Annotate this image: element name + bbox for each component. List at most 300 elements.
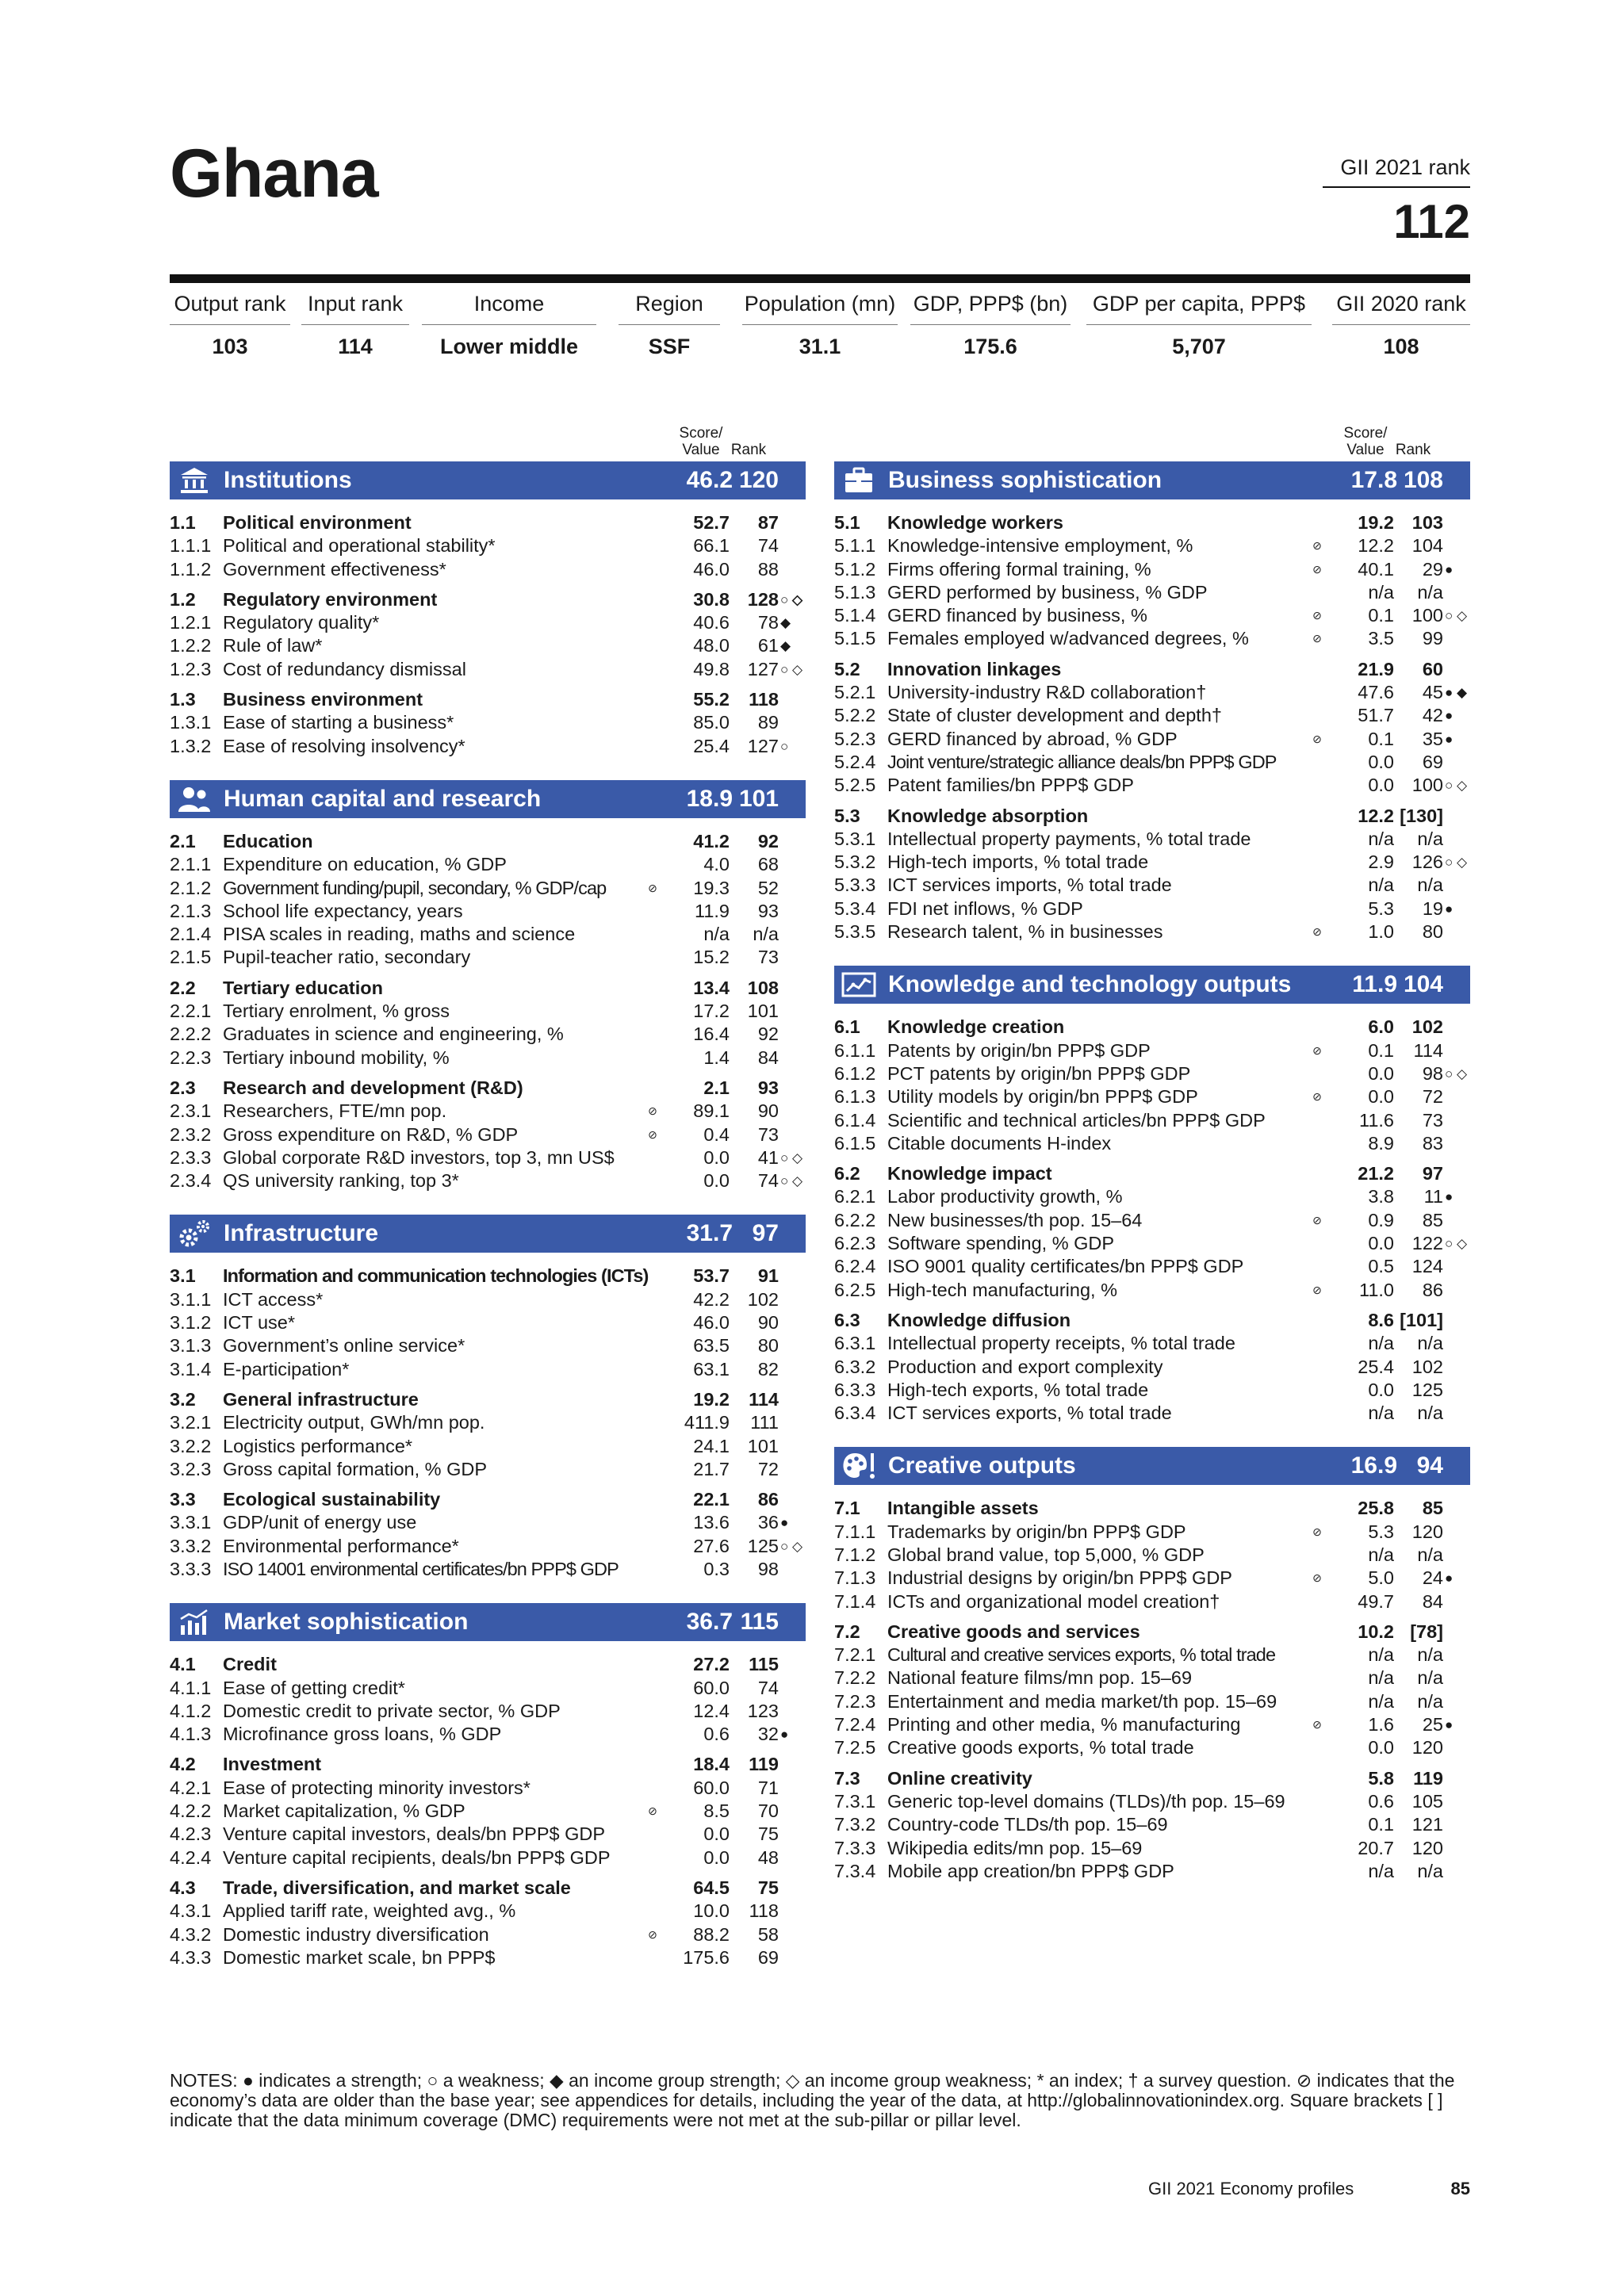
indicator-name: Production and export complexity bbox=[887, 1356, 1163, 1377]
sub-pillar-row bbox=[834, 1309, 1470, 1332]
indicator-rank: 127 bbox=[747, 658, 779, 679]
indicator-name: Industrial designs by origin/bn PPP$ GDP bbox=[887, 1567, 1232, 1589]
indicator-score: 13.4 bbox=[693, 977, 730, 998]
kpi-value: SSF bbox=[648, 335, 691, 358]
indicator-code: 2.1.5 bbox=[170, 947, 212, 968]
indicator-code: 7.2.5 bbox=[834, 1737, 876, 1758]
sub-pillar-row bbox=[170, 1753, 806, 1776]
indicator-score: 15.2 bbox=[693, 947, 730, 968]
strength-weakness-icon: ○ ◇ bbox=[1445, 778, 1468, 794]
indicator-code: 6.1.1 bbox=[834, 1039, 876, 1061]
indicator-score: 0.1 bbox=[1368, 1814, 1394, 1835]
indicator-rank: n/a bbox=[1417, 874, 1443, 896]
header-rule bbox=[170, 274, 1470, 283]
indicator-score: 0.0 bbox=[1368, 1233, 1394, 1254]
indicator-score: 63.5 bbox=[693, 1335, 730, 1357]
indicator-row bbox=[170, 1700, 806, 1723]
indicator-row bbox=[834, 1132, 1470, 1155]
indicator-name: Investment bbox=[223, 1754, 322, 1775]
strength-weakness-icon: ● bbox=[1445, 1571, 1454, 1586]
indicator-rank: 124 bbox=[1411, 1256, 1443, 1277]
indicator-name: Software spending, % GDP bbox=[887, 1233, 1115, 1254]
indicator-code: 5.2.4 bbox=[834, 751, 876, 772]
indicator-name: Government effectiveness* bbox=[223, 558, 446, 580]
indicator-score: 11.0 bbox=[1359, 1279, 1394, 1300]
indicator-rank: 72 bbox=[757, 1458, 779, 1479]
indicator-name: Pupil-teacher ratio, secondary bbox=[223, 947, 471, 968]
indicator-score: 11.9 bbox=[695, 900, 730, 921]
indicator-code: 2.2.1 bbox=[170, 1001, 212, 1022]
sub-pillar-row bbox=[834, 1767, 1470, 1790]
indicator-rank: 80 bbox=[757, 1335, 779, 1357]
sub-pillar-row bbox=[834, 1621, 1470, 1644]
indicator-score: 18.4 bbox=[693, 1754, 730, 1775]
indicator-list bbox=[170, 818, 806, 1192]
indicator-code: 1.2.2 bbox=[170, 635, 212, 656]
indicator-name: Graduates in science and engineering, % bbox=[223, 1024, 564, 1045]
indicator-name: National feature films/mn pop. 15–69 bbox=[887, 1667, 1193, 1689]
indicator-rank: 98 bbox=[1422, 1062, 1443, 1084]
indicator-score: 19.2 bbox=[693, 1388, 730, 1410]
indicator-score: 10.2 bbox=[1358, 1621, 1394, 1642]
indicator-code: 1.1 bbox=[170, 512, 196, 533]
indicator-row bbox=[834, 728, 1470, 751]
indicator-name: Cost of redundancy dismissal bbox=[223, 658, 466, 679]
indicator-row bbox=[170, 1800, 806, 1823]
indicator-code: 5.3 bbox=[834, 805, 860, 826]
indicator-rank: 75 bbox=[757, 1823, 779, 1845]
indicator-row bbox=[170, 1823, 806, 1846]
sub-pillar-row bbox=[834, 805, 1470, 828]
indicator-name: Citable documents H-index bbox=[887, 1132, 1112, 1154]
indicator-code: 1.1.1 bbox=[170, 535, 212, 557]
outdated-data-icon: ⊘ bbox=[1312, 1571, 1322, 1585]
indicator-row bbox=[170, 1677, 806, 1700]
indicator-rank: 119 bbox=[1413, 1767, 1443, 1789]
indicator-name: GERD performed by business, % GDP bbox=[887, 581, 1208, 603]
indicator-code: 5.1.5 bbox=[834, 628, 876, 649]
indicator-code: 7.1.1 bbox=[834, 1521, 876, 1542]
pillar-rank: 94 bbox=[1416, 1452, 1443, 1479]
outdated-data-icon: ⊘ bbox=[648, 1804, 657, 1818]
indicator-row bbox=[834, 1062, 1470, 1085]
indicator-score: 53.7 bbox=[693, 1265, 730, 1287]
indicator-name: Patent families/bn PPP$ GDP bbox=[887, 775, 1134, 796]
kpi-input-rank bbox=[301, 292, 409, 359]
indicator-rank: 73 bbox=[757, 947, 779, 968]
indicator-row bbox=[170, 1411, 806, 1434]
indicator-code: 7.3.1 bbox=[834, 1790, 876, 1812]
indicator-row bbox=[834, 851, 1470, 874]
indicator-row bbox=[170, 923, 806, 946]
indicator-name: Trademarks by origin/bn PPP$ GDP bbox=[887, 1521, 1186, 1542]
indicator-code: 7.1 bbox=[834, 1498, 860, 1519]
indicator-name: Knowledge workers bbox=[887, 512, 1063, 533]
pillar-title: Creative outputs bbox=[888, 1452, 1076, 1479]
indicator-score: 27.6 bbox=[693, 1535, 730, 1556]
indicator-row bbox=[834, 1279, 1470, 1302]
indicator-score: 13.6 bbox=[693, 1512, 730, 1533]
indicator-rank: 115 bbox=[749, 1654, 779, 1675]
indicator-code: 3.3 bbox=[170, 1489, 196, 1510]
indicator-rank: 102 bbox=[747, 1288, 779, 1310]
indicator-rank: 52 bbox=[757, 877, 779, 898]
sub-pillar-row bbox=[170, 1653, 806, 1676]
indicator-name: Gross expenditure on R&D, % GDP bbox=[223, 1123, 519, 1145]
indicator-rank: 90 bbox=[757, 1100, 779, 1122]
pillar-infrastructure bbox=[170, 1215, 806, 1581]
strength-weakness-icon: ○ ◇ bbox=[780, 1538, 803, 1554]
indicator-row bbox=[170, 1923, 806, 1946]
strength-weakness-icon: ○ ◇ bbox=[1445, 608, 1468, 624]
sub-pillar-row bbox=[170, 1265, 806, 1288]
indicator-name: Regulatory environment bbox=[223, 588, 438, 610]
indicator-code: 5.3.4 bbox=[834, 897, 876, 919]
indicator-name: Microfinance gross loans, % GDP bbox=[223, 1724, 502, 1745]
indicator-score: 0.0 bbox=[1368, 1086, 1394, 1108]
indicator-score: 46.0 bbox=[693, 558, 730, 580]
indicator-score: n/a bbox=[1368, 874, 1394, 896]
kpi-value: 103 bbox=[212, 335, 248, 358]
outdated-data-icon: ⊘ bbox=[648, 881, 657, 894]
indicator-code: 4.3.2 bbox=[170, 1923, 212, 1945]
indicator-list bbox=[170, 1641, 806, 1969]
indicator-score: 5.8 bbox=[1368, 1767, 1394, 1789]
indicator-name: ISO 14001 environmental certificates/bn PPP$ GDP bbox=[223, 1558, 619, 1579]
indicator-rank: 86 bbox=[757, 1489, 779, 1510]
indicator-score: 6.0 bbox=[1368, 1016, 1394, 1038]
indicator-code: 3.1 bbox=[170, 1265, 196, 1287]
indicator-name: Expenditure on education, % GDP bbox=[223, 854, 507, 875]
indicator-code: 6.3.2 bbox=[834, 1356, 876, 1377]
kpi-label: Input rank bbox=[301, 292, 409, 325]
indicator-rank: 97 bbox=[1422, 1163, 1443, 1184]
indicator-score: 0.1 bbox=[1368, 605, 1394, 626]
indicator-score: 11.6 bbox=[1359, 1109, 1394, 1131]
indicator-score: 40.1 bbox=[1358, 558, 1394, 580]
indicator-rank: 103 bbox=[1411, 512, 1443, 533]
outdated-data-icon: ⊘ bbox=[1312, 1525, 1322, 1538]
indicator-name: Intellectual property payments, % total trade bbox=[887, 828, 1251, 849]
indicator-score: 0.0 bbox=[1368, 775, 1394, 796]
indicator-row bbox=[834, 1567, 1470, 1590]
pillar-header-bar bbox=[170, 1215, 806, 1253]
kpi-label: Region bbox=[619, 292, 720, 325]
kpi-value: 175.6 bbox=[963, 335, 1017, 358]
indicator-rank: 123 bbox=[747, 1700, 779, 1721]
indicator-rank: 125 bbox=[1411, 1379, 1443, 1400]
indicator-rank: 125 bbox=[747, 1535, 779, 1556]
indicator-name: Entertainment and media market/th pop. 15–69 bbox=[887, 1690, 1277, 1712]
indicator-name: University-industry R&D collaboration† bbox=[887, 682, 1207, 703]
pillar-header-bar bbox=[834, 966, 1470, 1004]
indicator-rank: 74 bbox=[757, 1170, 779, 1192]
indicator-code: 2.1.3 bbox=[170, 900, 212, 921]
indicator-score: n/a bbox=[1368, 1402, 1394, 1424]
indicator-row bbox=[834, 1690, 1470, 1713]
indicator-score: 0.0 bbox=[1368, 1737, 1394, 1758]
strength-weakness-icon: ● ◆ bbox=[1445, 685, 1468, 701]
sub-pillar-row bbox=[170, 1388, 806, 1411]
pillar-score: 17.8 bbox=[1350, 467, 1397, 493]
indicator-row bbox=[170, 1023, 806, 1046]
indicator-name: ISO 9001 quality certificates/bn PPP$ GDP bbox=[887, 1256, 1244, 1277]
indicator-name: Intangible assets bbox=[887, 1498, 1039, 1519]
indicator-name: Government funding/pupil, secondary, % GDP/cap bbox=[223, 877, 607, 898]
pillar-header-bar bbox=[170, 461, 806, 499]
pillar-title: Market sophistication bbox=[224, 1609, 469, 1636]
sub-pillar-row bbox=[170, 830, 806, 853]
indicator-code: 2.2.3 bbox=[170, 1047, 212, 1068]
indicator-code: 1.2.3 bbox=[170, 658, 212, 679]
pillar-institutions bbox=[170, 461, 806, 758]
indicator-row bbox=[834, 1644, 1470, 1667]
pillar-market-sophistication bbox=[170, 1603, 806, 1969]
pillar-title: Infrastructure bbox=[224, 1220, 379, 1247]
indicator-code: 6.1.4 bbox=[834, 1109, 876, 1131]
indicator-name: Business environment bbox=[223, 689, 423, 710]
indicator-code: 7.2 bbox=[834, 1621, 860, 1642]
indicator-code: 6.2 bbox=[834, 1163, 860, 1184]
trend-chart-icon bbox=[841, 969, 877, 1001]
strength-weakness-icon: ○ bbox=[780, 738, 789, 754]
indicator-score: 41.2 bbox=[693, 830, 730, 851]
outdated-data-icon: ⊘ bbox=[1312, 1283, 1322, 1296]
indicator-rank: 98 bbox=[757, 1558, 779, 1579]
pillar-rank: 97 bbox=[752, 1220, 779, 1247]
sub-pillar-row bbox=[834, 658, 1470, 681]
sub-pillar-row bbox=[170, 1488, 806, 1511]
indicator-row bbox=[834, 1109, 1470, 1132]
indicator-rank: 74 bbox=[757, 1677, 779, 1698]
indicator-row bbox=[834, 704, 1470, 727]
indicator-name: QS university ranking, top 3* bbox=[223, 1170, 459, 1192]
strength-weakness-icon: ● bbox=[780, 1515, 789, 1531]
indicator-score: 88.2 bbox=[693, 1923, 730, 1945]
indicator-list bbox=[170, 1253, 806, 1581]
indicator-code: 5.1.4 bbox=[834, 605, 876, 626]
rank-header: Rank bbox=[1395, 442, 1431, 458]
indicator-code: 6.2.2 bbox=[834, 1209, 876, 1230]
indicator-name: High-tech manufacturing, % bbox=[887, 1279, 1117, 1300]
indicator-score: 19.3 bbox=[693, 877, 730, 898]
indicator-row bbox=[170, 1511, 806, 1534]
outdated-data-icon: ⊘ bbox=[1312, 1718, 1322, 1732]
pillar-score: 31.7 bbox=[686, 1220, 733, 1247]
indicator-rank: 111 bbox=[750, 1412, 779, 1433]
kpi-label: Income bbox=[422, 292, 596, 325]
indicator-row bbox=[170, 1100, 806, 1123]
indicator-score: 16.4 bbox=[693, 1024, 730, 1045]
indicator-code: 4.3.1 bbox=[170, 1900, 212, 1922]
indicator-row bbox=[834, 751, 1470, 774]
indicator-name: Cultural and creative services exports, % total trade bbox=[887, 1644, 1276, 1666]
indicator-rank: 69 bbox=[757, 1946, 779, 1968]
indicator-score: 63.1 bbox=[693, 1358, 730, 1380]
indicator-rank: 93 bbox=[757, 900, 779, 921]
indicator-rank: n/a bbox=[1417, 1333, 1443, 1354]
strength-weakness-icon: ● bbox=[1445, 901, 1454, 916]
indicator-name: Country-code TLDs/th pop. 15–69 bbox=[887, 1814, 1168, 1835]
strength-weakness-icon: ● bbox=[1445, 1189, 1454, 1205]
column-header bbox=[170, 422, 806, 461]
strength-weakness-icon: ○ ◇ bbox=[1445, 1066, 1468, 1081]
pillar-title: Knowledge and technology outputs bbox=[888, 971, 1292, 998]
indicator-name: Regulatory quality* bbox=[223, 612, 380, 633]
indicator-code: 2.1 bbox=[170, 830, 196, 851]
indicator-code: 6.2.1 bbox=[834, 1186, 876, 1207]
pillar-rank: 120 bbox=[738, 467, 779, 493]
indicator-code: 1.2 bbox=[170, 588, 196, 610]
indicator-name: Venture capital recipients, deals/bn PPP$ GDP bbox=[223, 1846, 611, 1868]
indicator-code: 7.2.4 bbox=[834, 1714, 876, 1735]
pillar-header-bar bbox=[170, 1603, 806, 1641]
indicator-code: 4.1 bbox=[170, 1654, 196, 1675]
indicator-name: Creative goods exports, % total trade bbox=[887, 1737, 1194, 1758]
indicator-score: 48.0 bbox=[693, 635, 730, 656]
indicator-score: 22.1 bbox=[693, 1489, 730, 1510]
sub-pillar-row bbox=[170, 1077, 806, 1100]
indicator-score: 55.2 bbox=[693, 689, 730, 710]
indicator-rank: 104 bbox=[1411, 535, 1443, 557]
strength-weakness-icon: ○ ◇ bbox=[1445, 1236, 1468, 1252]
indicator-row bbox=[834, 1185, 1470, 1208]
kpi-label: GDP, PPP$ (bn) bbox=[910, 292, 1071, 325]
indicator-score: n/a bbox=[1368, 1644, 1394, 1666]
indicator-row bbox=[834, 920, 1470, 943]
indicator-name: Knowledge absorption bbox=[887, 805, 1089, 826]
indicator-rank: 90 bbox=[757, 1312, 779, 1334]
indicator-rank: 82 bbox=[757, 1358, 779, 1380]
indicator-rank: 105 bbox=[1411, 1790, 1443, 1812]
indicator-name: Domestic market scale, bn PPP$ bbox=[223, 1946, 496, 1968]
indicator-rank: 120 bbox=[1411, 1521, 1443, 1542]
indicator-name: Global brand value, top 5,000, % GDP bbox=[887, 1544, 1205, 1565]
outdated-data-icon: ⊘ bbox=[1312, 1043, 1322, 1057]
indicator-score: 25.4 bbox=[1358, 1356, 1394, 1377]
strength-weakness-icon: ○ ◇ bbox=[780, 591, 803, 607]
indicator-row bbox=[834, 1255, 1470, 1278]
indicator-score: 89.1 bbox=[693, 1100, 730, 1122]
strength-weakness-icon: ● bbox=[1445, 731, 1454, 747]
indicator-row bbox=[170, 1846, 806, 1869]
indicator-code: 5.2 bbox=[834, 658, 860, 679]
indicator-row bbox=[834, 1713, 1470, 1736]
indicator-rank: 91 bbox=[757, 1265, 779, 1287]
indicator-code: 2.3.2 bbox=[170, 1123, 212, 1145]
indicator-row bbox=[834, 1209, 1470, 1232]
indicator-code: 7.3.3 bbox=[834, 1837, 876, 1858]
indicator-code: 7.1.2 bbox=[834, 1544, 876, 1565]
indicator-row bbox=[834, 1402, 1470, 1425]
indicator-score: 0.0 bbox=[1368, 1379, 1394, 1400]
indicator-code: 6.3.3 bbox=[834, 1379, 876, 1400]
kpi-label: GII 2020 rank bbox=[1332, 292, 1470, 325]
indicator-row bbox=[170, 900, 806, 923]
indicator-rank: [101] bbox=[1400, 1309, 1443, 1330]
indicator-code: 4.3.3 bbox=[170, 1946, 212, 1968]
indicator-score: 51.7 bbox=[1358, 705, 1394, 726]
indicator-score: 85.0 bbox=[693, 712, 730, 733]
indicator-row bbox=[170, 1946, 806, 1969]
indicator-score: 8.5 bbox=[703, 1800, 730, 1822]
indicator-name: Online creativity bbox=[887, 1767, 1032, 1789]
page-number: 85 bbox=[1450, 2179, 1470, 2198]
indicator-rank: 68 bbox=[757, 854, 779, 875]
indicator-rank: 84 bbox=[1422, 1590, 1443, 1612]
outdated-data-icon: ⊘ bbox=[1312, 539, 1322, 553]
indicator-score: 17.2 bbox=[693, 1001, 730, 1022]
indicator-score: 12.4 bbox=[693, 1700, 730, 1721]
indicator-list bbox=[834, 1485, 1470, 1883]
indicator-rank: 87 bbox=[757, 512, 779, 533]
indicator-score: 5.3 bbox=[1368, 1521, 1394, 1542]
indicator-score: 49.7 bbox=[1358, 1590, 1394, 1612]
indicator-name: GDP/unit of energy use bbox=[223, 1512, 417, 1533]
indicator-row bbox=[834, 1332, 1470, 1355]
indicator-code: 1.1.2 bbox=[170, 558, 212, 580]
indicator-rank: 80 bbox=[1422, 921, 1443, 943]
indicator-code: 6.1.5 bbox=[834, 1132, 876, 1154]
indicator-name: Government’s online service* bbox=[223, 1335, 465, 1357]
indicator-name: Utility models by origin/bn PPP$ GDP bbox=[887, 1086, 1198, 1108]
indicator-code: 5.3.5 bbox=[834, 921, 876, 943]
outdated-data-icon: ⊘ bbox=[1312, 1213, 1322, 1226]
indicator-score: 1.4 bbox=[703, 1047, 730, 1068]
palette-icon bbox=[841, 1450, 877, 1482]
indicator-rank: 128 bbox=[747, 588, 779, 610]
indicator-row bbox=[170, 1334, 806, 1357]
indicator-rank: n/a bbox=[1417, 1667, 1443, 1689]
indicator-name: Knowledge creation bbox=[887, 1016, 1065, 1038]
indicator-name: Global corporate R&D investors, top 3, mn US$ bbox=[223, 1146, 615, 1168]
indicator-name: Venture capital investors, deals/bn PPP$ GDP bbox=[223, 1823, 606, 1845]
kpi-gdp bbox=[910, 292, 1071, 359]
indicator-rank: 119 bbox=[749, 1754, 779, 1775]
indicator-code: 2.2.2 bbox=[170, 1024, 212, 1045]
indicator-name: Intellectual property receipts, % total trade bbox=[887, 1333, 1235, 1354]
indicator-name: High-tech imports, % total trade bbox=[887, 851, 1149, 873]
indicator-rank: 45 bbox=[1422, 682, 1443, 703]
indicator-rank: 83 bbox=[1422, 1132, 1443, 1154]
pillar-title: Institutions bbox=[224, 467, 352, 493]
strength-weakness-icon: ● bbox=[1445, 561, 1454, 577]
sub-pillar-row bbox=[170, 588, 806, 611]
indicator-name: Firms offering formal training, % bbox=[887, 558, 1151, 580]
indicator-name: Scientific and technical articles/bn PPP$ GDP bbox=[887, 1109, 1266, 1131]
indicator-name: Labor productivity growth, % bbox=[887, 1186, 1123, 1207]
indicator-name: Joint venture/strategic alliance deals/bn PPP$ GDP bbox=[887, 751, 1277, 772]
indicator-code: 2.3.4 bbox=[170, 1170, 212, 1192]
pillar-title: Human capital and research bbox=[224, 785, 542, 812]
indicator-row bbox=[834, 1590, 1470, 1613]
indicator-code: 2.3 bbox=[170, 1077, 196, 1098]
indicator-rank: n/a bbox=[1417, 581, 1443, 603]
indicator-row bbox=[834, 604, 1470, 627]
indicator-rank: 41 bbox=[757, 1146, 779, 1168]
indicator-score: 0.5 bbox=[1368, 1256, 1394, 1277]
indicator-name: Knowledge-intensive employment, % bbox=[887, 535, 1193, 557]
indicator-code: 3.1.2 bbox=[170, 1312, 212, 1334]
indicator-code: 5.2.2 bbox=[834, 705, 876, 726]
indicator-score: 25.4 bbox=[693, 735, 730, 756]
indicator-score: n/a bbox=[1368, 1690, 1394, 1712]
indicator-name: Research and development (R&D) bbox=[223, 1077, 523, 1098]
indicator-row bbox=[834, 581, 1470, 604]
indicator-score: 0.1 bbox=[1368, 728, 1394, 749]
pillar-title: Business sophistication bbox=[888, 467, 1162, 493]
indicator-row bbox=[170, 1311, 806, 1334]
